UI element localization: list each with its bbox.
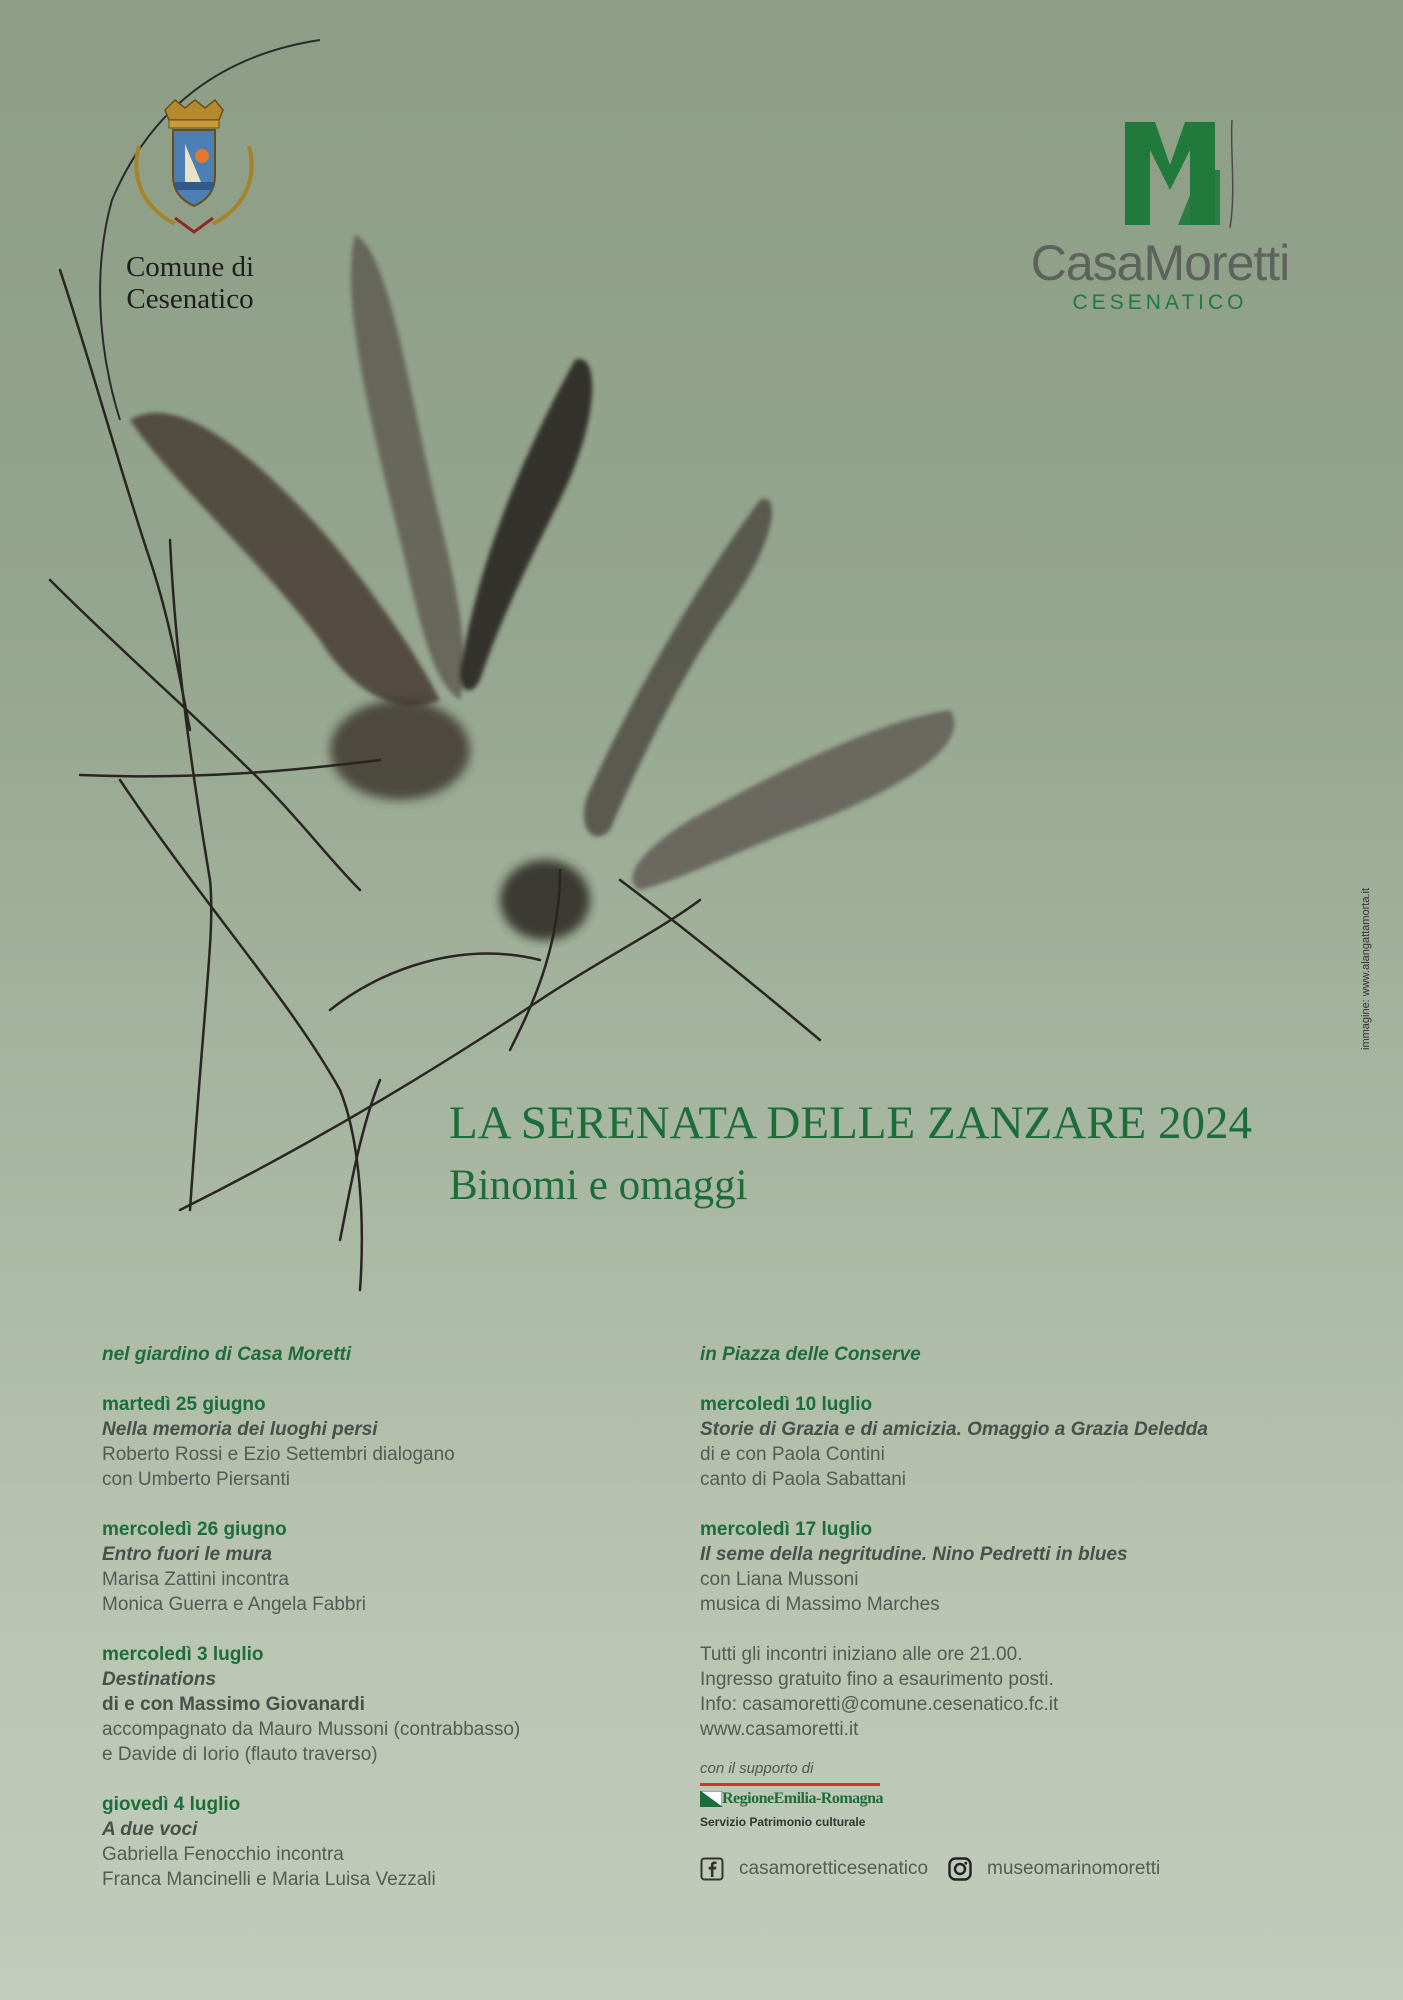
event-name: Destinations — [102, 1669, 217, 1690]
facebook-icon[interactable] — [700, 1857, 724, 1881]
event-item — [102, 1792, 662, 1892]
event-title: LA SERENATA DELLE ZANZARE 2024 — [449, 1097, 1253, 1149]
event-date: mercoledì 26 giugno — [102, 1519, 287, 1540]
casa-moretti-logo — [1010, 110, 1310, 315]
region-name: RegioneEmilia-Romagna — [722, 1790, 884, 1807]
facebook-handle[interactable]: casamoretticesenatico — [739, 1858, 929, 1879]
event-detail: e Davide di Iorio (flauto traverso) — [102, 1744, 378, 1765]
event-item — [700, 1517, 1340, 1617]
casa-moretti-monogram-icon — [1060, 110, 1260, 230]
event-item — [102, 1392, 662, 1492]
info-free-entry: Ingresso gratuito fino a esaurimento posti. — [700, 1669, 1054, 1690]
image-credit: immagine: www.alangattamorta.it — [1360, 887, 1372, 1050]
instagram-handle[interactable]: museomarinomoretti — [987, 1858, 1161, 1879]
region-flag-icon — [700, 1791, 722, 1807]
event-detail: musica di Massimo Marches — [700, 1594, 940, 1615]
event-name: Nella memoria dei luoghi persi — [102, 1419, 378, 1440]
region-office: Servizio Patrimonio culturale — [700, 1815, 866, 1829]
event-date: mercoledì 17 luglio — [700, 1519, 873, 1540]
event-detail: di e con Paola Contini — [700, 1444, 885, 1465]
casa-moretti-name: CasaMoretti — [1030, 235, 1290, 291]
event-item — [102, 1517, 662, 1617]
event-date: giovedì 4 luglio — [102, 1794, 241, 1815]
instagram-icon[interactable] — [948, 1857, 972, 1881]
event-subtitle: Binomi e omaggi — [449, 1162, 748, 1209]
event-detail: Marisa Zattini incontra — [102, 1569, 289, 1590]
general-info — [700, 1642, 1340, 1742]
event-name: A due voci — [102, 1819, 198, 1840]
event-date: martedì 25 giugno — [102, 1394, 266, 1415]
event-detail: Gabriella Fenocchio incontra — [102, 1844, 344, 1865]
event-detail: Roberto Rossi e Ezio Settembri dialogano — [102, 1444, 455, 1465]
venue-label: nel giardino di Casa Moretti — [102, 1344, 352, 1365]
comune-name-line1: Comune di — [125, 251, 255, 283]
venue-label: in Piazza delle Conserve — [700, 1344, 921, 1365]
event-detail: con Liana Mussoni — [700, 1569, 859, 1590]
info-email[interactable]: Info: casamoretti@comune.cesenatico.fc.it — [700, 1694, 1059, 1715]
event-name: Entro fuori le mura — [102, 1544, 272, 1565]
event-date: mercoledì 3 luglio — [102, 1644, 264, 1665]
left-column — [102, 1342, 662, 1917]
event-date: mercoledì 10 luglio — [700, 1394, 873, 1415]
comune-name-line2: Cesenatico — [126, 283, 254, 315]
event-detail: con Umberto Piersanti — [102, 1469, 290, 1490]
right-column — [700, 1342, 1340, 1881]
event-detail: accompagnato da Mauro Mussoni (contrabbasso) — [102, 1719, 521, 1740]
comune-di-cesenatico-logo — [100, 96, 280, 315]
regione-emilia-romagna-logo — [700, 1783, 1340, 1811]
event-name: Il seme della negritudine. Nino Pedretti in blues — [700, 1544, 1128, 1565]
event-detail: Monica Guerra e Angela Fabbri — [102, 1594, 367, 1615]
info-start-time: Tutti gli incontri iniziano alle ore 21.00. — [700, 1644, 1023, 1665]
casa-moretti-place: CESENATICO — [1072, 291, 1248, 314]
event-detail: Franca Mancinelli e Maria Luisa Vezzali — [102, 1869, 436, 1890]
support-label: con il supporto di — [700, 1760, 814, 1777]
event-item — [700, 1392, 1340, 1492]
event-performer: di e con Massimo Giovanardi — [102, 1694, 365, 1715]
info-website-link[interactable]: www.casamoretti.it — [700, 1719, 859, 1740]
event-item — [102, 1642, 662, 1767]
social-links — [700, 1856, 1340, 1881]
event-name: Storie di Grazia e di amicizia. Omaggio a Grazia Deledda — [700, 1419, 1208, 1440]
event-detail: canto di Paola Sabattani — [700, 1469, 906, 1490]
comune-coat-of-arms-icon — [115, 96, 265, 246]
